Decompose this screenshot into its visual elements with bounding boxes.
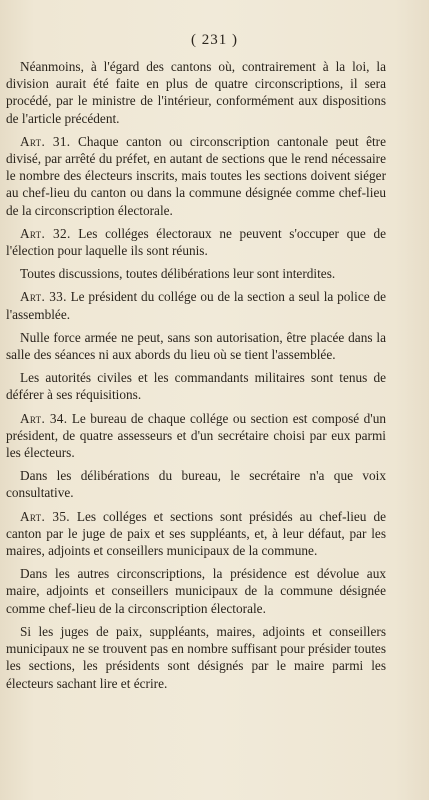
article-paragraph	[6, 410, 386, 462]
article-paragraph	[6, 225, 386, 259]
paragraph	[6, 369, 386, 403]
paragraph-text: Les autorités civiles et les commandants militaires sont tenus de déférer à ses réquisitions.	[6, 370, 386, 403]
article-paragraph	[6, 508, 386, 560]
paragraph-text: Néanmoins, à l'égard des cantons où, contrairement à la loi, la division aurait été faite en plus de quatre circonscriptions, il sera procédé, par le ministre de l'intérieur, conformément aux dispositions de l'article précédent.	[6, 59, 386, 126]
paragraph	[6, 467, 386, 501]
paragraph-text: Les colléges et sections sont présidés au chef-lieu de canton par le juge de paix et ses suppléants, et, à leur défaut, par les maires, adjoints et conseillers municipaux de la commune.	[6, 508, 386, 559]
paragraph-text: Les colléges électoraux ne peuvent s'occuper que de l'élection pour laquelle ils sont réunis.	[6, 225, 386, 259]
article-paragraph	[6, 288, 386, 322]
paragraph-text: Le président du collége ou de la section a seul la police de l'assemblée.	[6, 289, 386, 322]
article-label: Art. 35.	[20, 508, 70, 524]
page-number: ( 231 )	[191, 32, 238, 48]
paragraph-text: Toutes discussions, toutes délibérations leur sont interdites.	[20, 266, 336, 282]
article-label: Art. 31.	[20, 133, 71, 149]
paragraph-text: Dans les autres circonscriptions, la présidence est dévolue aux maire, adjoints et conseillers municipaux de la commune désignée comme chef-lieu de la circonscription électorale.	[6, 566, 386, 616]
paragraph	[6, 329, 386, 363]
paragraph-text: Le bureau de chaque collége ou section est composé d'un président, de quatre assesseurs et d'un secrétaire choisi par eux parmi les électeurs.	[6, 410, 386, 461]
article-label: Art. 34.	[20, 410, 68, 426]
paragraph	[6, 58, 386, 127]
paragraph	[6, 265, 386, 282]
article-label: Art. 33.	[20, 289, 67, 305]
paragraph-text: Dans les délibérations du bureau, le secrétaire n'a que voix consultative.	[6, 468, 386, 501]
paragraph	[6, 623, 386, 692]
paragraph	[6, 565, 386, 617]
paragraph-text: Si les juges de paix, suppléants, maires, adjoints et conseillers municipaux ne se trouvent pas en nombre suffisant pour présider toutes les sections, les présidents sont désignés par le maire parmi les électeurs sachant lire et écrire.	[6, 623, 386, 691]
article-label: Art. 32.	[20, 225, 71, 241]
paragraph-text: Nulle force armée ne peut, sans son autorisation, être placée dans la salle des séances ni aux abords du lieu où se tient l'assemblée.	[6, 329, 386, 363]
paragraph-text: Chaque canton ou circonscription cantonale peut être divisé, par arrêté du préfet, en autant de sections que le rend nécessaire le nombre des électeurs inscrits, mais toutes les sections doivent siéger au chef-lieu du canton ou dans la commune désignée comme chef-lieu de la circonscription électorale.	[6, 133, 386, 218]
body-text	[6, 58, 386, 698]
article-paragraph	[6, 133, 386, 219]
